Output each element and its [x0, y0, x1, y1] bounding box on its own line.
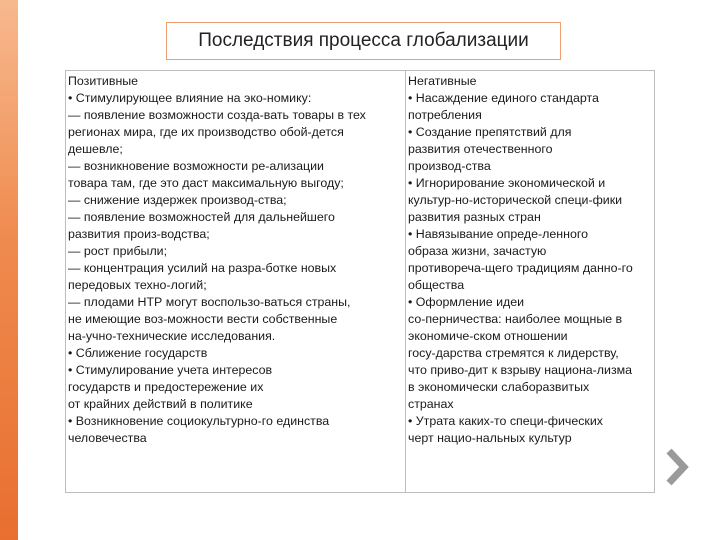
negative-line: производ-ства: [408, 159, 491, 173]
positive-line: товара там, где это даст максимальную выгоду;: [68, 176, 344, 190]
slide-title: [166, 22, 561, 60]
negative-line: что приво-дит к взрыву национа-лизма: [408, 363, 633, 377]
positive-line: не имеющие воз-можности вести собственные: [68, 312, 338, 326]
negative-line: • Оформление идеи: [408, 295, 525, 309]
positive-line: • Возникновение социокультурно-го единства: [68, 414, 330, 428]
negative-line: • Создание препятствий для: [408, 125, 572, 139]
negative-line: • Игнорирование экономической и: [408, 176, 606, 190]
negative-line: странах: [408, 397, 454, 411]
negative-line: потребления: [408, 108, 482, 122]
positive-line: от крайних действий в политике: [68, 397, 253, 411]
negative-line: госу-дарства стремятся к лидерству,: [408, 346, 619, 360]
slide-title-text: Последствия процесса глобализации: [198, 30, 529, 51]
negative-line: развития разных стран: [408, 210, 541, 224]
negative-line: развития отечественного: [408, 142, 553, 156]
positive-line: — возникновение возможности ре-ализации: [68, 159, 324, 173]
positive-line: регионах мира, где их производство обой-дется: [68, 125, 344, 139]
positive-line: — появление возможности созда-вать товары в тех: [68, 108, 366, 122]
negative-line: • Навязывание опреде-ленного: [408, 227, 588, 241]
negative-line: экономиче-ском отношении: [408, 329, 568, 343]
positive-line: — концентрация усилий на разра-ботке новых: [68, 261, 337, 275]
negative-line: противореча-щего традициям данно-го: [408, 261, 633, 275]
positive-line: развития произ-водства;: [68, 227, 210, 241]
negative-header: Негативные: [408, 74, 477, 88]
negative-line: в экономически слаборазвитых: [408, 380, 590, 394]
positive-line: — рост прибыли;: [68, 244, 168, 258]
positive-line: — плодами НТР могут воспользо-ваться страны,: [68, 295, 351, 309]
next-chevron-icon[interactable]: [664, 448, 690, 486]
positive-line: государств и предостережение их: [68, 380, 264, 394]
accent-bar: [0, 0, 18, 540]
negative-line: образа жизни, зачастую: [408, 244, 547, 258]
positive-line: — снижение издержек производ-ства;: [68, 193, 287, 207]
consequences-table: [65, 70, 655, 493]
positive-header: Позитивные: [68, 74, 139, 88]
negative-line: черт нацио-нальных культур: [408, 431, 572, 445]
positive-line: • Стимулирующее влияние на эко-номику:: [68, 91, 312, 105]
negative-line: • Насаждение единого стандарта: [408, 91, 599, 105]
negative-line: общества: [408, 278, 465, 292]
positive-line: • Стимулирование учета интересов: [68, 363, 273, 377]
positive-line: дешевле;: [68, 142, 123, 156]
negative-line: со-перничества: наиболее мощные в: [408, 312, 623, 326]
positive-line: человечества: [68, 431, 147, 445]
positive-line: — появление возможностей для дальнейшего: [68, 210, 335, 224]
positive-column: [66, 71, 406, 492]
positive-line: • Сближение государств: [68, 346, 208, 360]
negative-line: • Утрата каких-то специ-фических: [408, 414, 603, 428]
negative-line: культур-но-исторической специ-фики: [408, 193, 623, 207]
negative-column: [406, 71, 654, 492]
positive-line: на-учно-технические исследования.: [68, 329, 276, 343]
positive-line: передовых техно-логий;: [68, 278, 207, 292]
